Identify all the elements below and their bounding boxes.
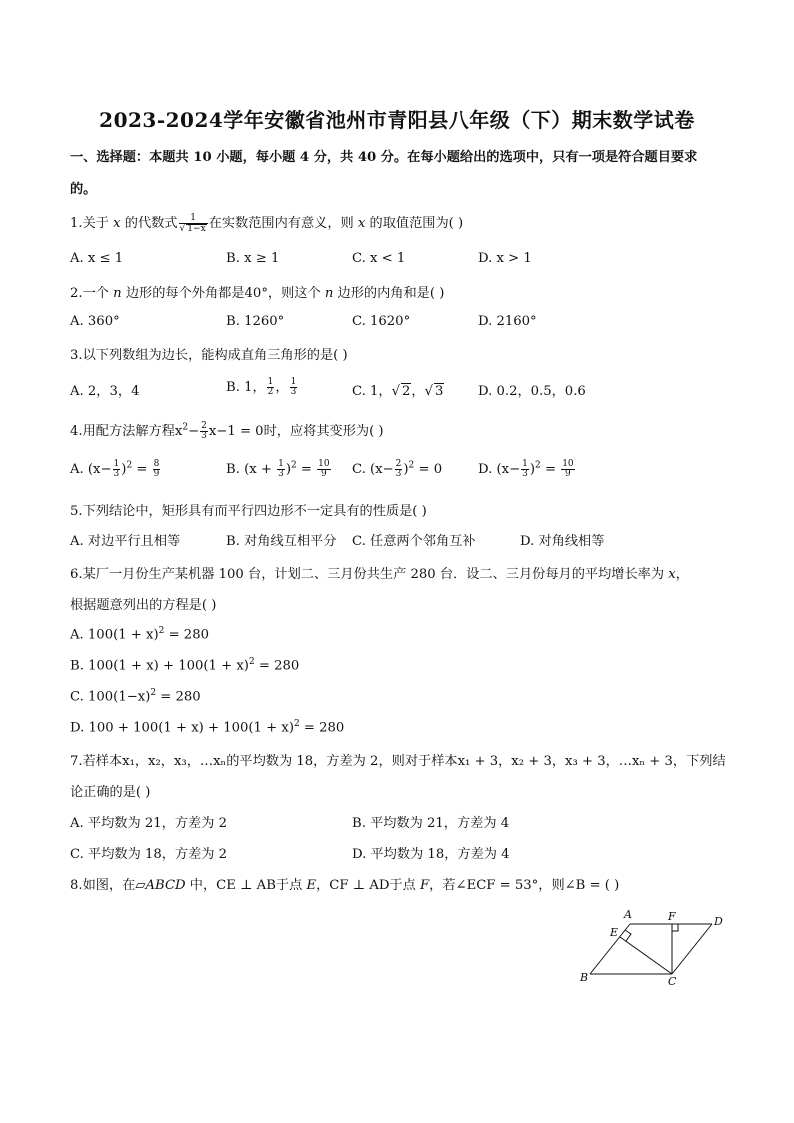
right-angle-e bbox=[625, 930, 631, 941]
q3-option-d[interactable]: D. 0.2，0.5，0.6 bbox=[478, 384, 586, 399]
question-8: 8.如图，在▱ABCD 中，CE ⊥ AB于点 E，CF ⊥ AD于点 F，若∠ECF = 53°，则∠B = ( ) bbox=[70, 878, 620, 893]
q1-option-a[interactable]: A. x ≤ 1 bbox=[70, 251, 124, 266]
question-2: 2.一个 n 边形的每个外角都是40°，则这个 n 边形的内角和是( ) bbox=[70, 286, 445, 301]
q2-option-c[interactable]: C. 1620° bbox=[352, 314, 411, 329]
label-c: C bbox=[668, 975, 677, 986]
q5-option-c[interactable]: C. 任意两个邻角互补 bbox=[352, 534, 476, 549]
q3-option-c[interactable]: C. 1，√ 2，√ 3 bbox=[352, 384, 444, 399]
page-title: 2023-2024学年安徽省池州市青阳县八年级（下）期末数学试卷 bbox=[99, 108, 695, 132]
label-a: A bbox=[624, 908, 632, 921]
label-e: E bbox=[610, 926, 619, 939]
q7-option-b[interactable]: B. 平均数为 21，方差为 4 bbox=[352, 816, 510, 831]
q4-option-d[interactable]: D. (x− $\frac{1}{3}$ )$^2$ = $\frac{10}{9}$ bbox=[478, 459, 574, 479]
question-1: 1.关于 x 的代数式 $\frac{1}{√ 1-x}$ 在实数范围内有意义，则 x 的取值范围为( ) bbox=[70, 212, 464, 234]
right-angle-f bbox=[672, 924, 678, 931]
q4-option-b[interactable]: B. (x + $\frac{1}{3}$ )$^2$ = $\frac{10}{9}$ bbox=[226, 459, 330, 479]
q4-option-c[interactable]: C. (x− $\frac{2}{3}$ )$^2$ = 0 bbox=[352, 459, 443, 479]
q6-option-c[interactable]: C. $100(1-x)^2 = 280$ bbox=[70, 688, 201, 705]
q5-option-a[interactable]: A. 对边平行且相等 bbox=[70, 534, 181, 549]
question-4: 4.用配方法解方程$x^2-$ $\frac{2}{3}$ x−1 = 0时，应将其变形为( ) bbox=[70, 421, 384, 441]
q3-option-a[interactable]: A. 2，3，4 bbox=[70, 384, 140, 399]
q1-option-c[interactable]: C. x < 1 bbox=[352, 251, 406, 266]
q5-option-b[interactable]: B. 对角线互相平分 bbox=[226, 534, 337, 549]
q2-option-a[interactable]: A. 360° bbox=[70, 314, 120, 329]
question-7-line1: 7.若样本x₁，x₂，x₃，…xₙ的平均数为 18，方差为 2，则对于样本x₁ + 3，x₂ + 3，x₃ + 3，…xₙ + 3，下列结 bbox=[70, 754, 726, 769]
question-6-line2: 根据题意列出的方程是( ) bbox=[70, 598, 217, 613]
section-instructions-line1: 一、选择题：本题共 10 小题，每小题 4 分，共 40 分。在每小题给出的选项中，只有一项是符合题目要求 bbox=[70, 150, 698, 165]
q2-option-b[interactable]: B. 1260° bbox=[226, 314, 285, 329]
q1-option-b[interactable]: B. x ≥ 1 bbox=[226, 251, 280, 266]
parallelogram-figure bbox=[578, 906, 728, 986]
question-5: 5.下列结论中，矩形具有而平行四边形不一定具有的性质是( ) bbox=[70, 504, 427, 519]
q1-option-d[interactable]: D. x > 1 bbox=[478, 251, 532, 266]
section-instructions-line2: 的。 bbox=[70, 182, 97, 197]
q6-option-b[interactable]: B. $100(1 + x) + 100(1 + x)^2 = 280$ bbox=[70, 657, 300, 674]
q6-option-d[interactable]: D. $100 + 100(1 + x) + 100(1 + x)^2 = 280$ bbox=[70, 719, 345, 736]
q5-option-d[interactable]: D. 对角线相等 bbox=[520, 534, 605, 549]
q1-fraction: $\frac{1}{√ 1-x}$ bbox=[179, 212, 206, 234]
question-7-line2: 论正确的是( ) bbox=[70, 785, 151, 800]
q2-option-d[interactable]: D. 2160° bbox=[478, 314, 537, 329]
q4-option-a[interactable]: A. (x− $\frac{1}{3}$ )$^2$ = $\frac{8}{9}$ bbox=[70, 459, 160, 479]
q6-option-a[interactable]: A. $100(1 + x)^2 = 280$ bbox=[70, 626, 209, 643]
q7-option-c[interactable]: C. 平均数为 18，方差为 2 bbox=[70, 847, 228, 862]
question-6-line1: 6.某厂一月份生产某机器 100 台，计划二、三月份共生产 280 台．设二、三月份每月的平均增长率为 x， bbox=[70, 567, 689, 582]
q3-option-b[interactable]: B. 1， $\frac{1}{2}$ ， $\frac{1}{3}$ bbox=[226, 377, 297, 397]
q7-option-a[interactable]: A. 平均数为 21，方差为 2 bbox=[70, 816, 227, 831]
label-b: B bbox=[580, 971, 589, 984]
q7-option-d[interactable]: D. 平均数为 18，方差为 4 bbox=[352, 847, 510, 862]
question-3: 3.以下列数组为边长，能构成直角三角形的是( ) bbox=[70, 348, 348, 363]
label-d: D bbox=[714, 915, 723, 928]
segment-ce bbox=[620, 937, 672, 974]
label-f: F bbox=[668, 910, 676, 923]
